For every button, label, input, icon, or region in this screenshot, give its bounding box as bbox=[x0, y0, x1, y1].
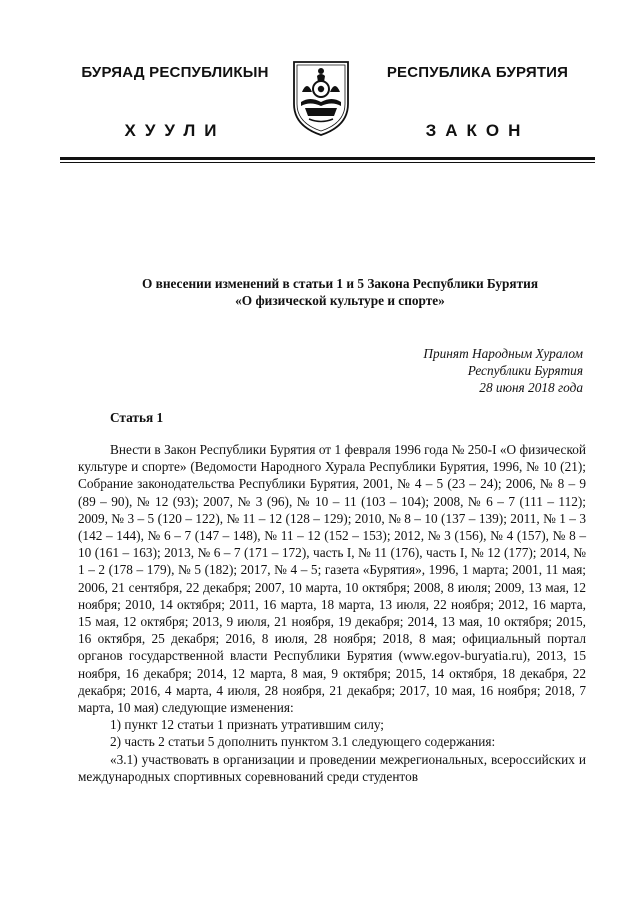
header-rule-thin bbox=[60, 162, 595, 163]
adoption-date: 28 июня 2018 года bbox=[479, 380, 583, 395]
adoption-note bbox=[323, 345, 583, 396]
adoption-line1: Принят Народным Хуралом bbox=[423, 346, 583, 361]
article-heading: Статья 1 bbox=[110, 410, 164, 425]
article-body bbox=[78, 441, 586, 785]
header-left-type: ХУУЛИ bbox=[124, 121, 226, 140]
article-intro-paragraph: Внести в Закон Республики Бурятия от 1 февраля 1996 года № 250-I «О физической культуре и спорте» (Ведомости Народного Хурала Республики Бурятия, 1996, № 10 (21); Собрание законодательства Республики Бурятия, 2001, № 4 – 5 (23 – 24); 2006, № 8 – 9 (89 – 90), № 12 (93); 2007, № 3 (96), № 10 – 11 (103 – 104); 2008, № 6 – 7 (111 – 112); 2009, № 3 – 5 (120 – 122), № 11 – 12 (128 – 129); 2010, № 8 – 10 (137 – 139); 2011, № 1 – 3 (142 – 144), № 6 – 7 (147 – 148), № 11 – 12 (152 – 153); 2012, № 3 (156), № 4 (157), № 8 – 10 (161 – 163); 2013, № 6 – 7 (171 – 172), часть I, № 11 (176), часть I, № 12 (177); 2014, № 1 – 2 (178 – 179), № 5 (182); 2017, № 4 – 5; газета «Бурятия», 1996, 1 марта; 2001, 11 мая; 2006, 21 сентября, 22 декабря; 2007, 10 марта, 10 октября; 2008, 8 июля; 2009, 13 мая, 12 ноября; 2010, 14 октября; 2011, 16 марта, 18 марта, 13 июля, 22 ноября; 2012, 16 марта, 15 мая, 12 октября; 2013, 9 июля, 21 ноября, 19 декабря; 2014, 13 мая, 10 октября; 2015, 16 октября, 25 декабря; 2016, 8 июля, 28 ноября; 2018, 8 мая; официальный портал органов государственной власти Республики Бурятия (www.egov-buryatia.ru), 2013, 15 ноября, 16 декабря; 2014, 12 марта, 8 мая, 9 октября; 2015, 14 октября, 18 декабря, 22 декабря; 2016, 4 марта, 4 июля, 28 ноября, 21 декабря; 2017, 10 мая, 16 ноября; 2018, 7 марта, 10 мая) следующие изменения: bbox=[78, 442, 586, 716]
article-item-1: 1) пункт 12 статьи 1 признать утратившим силу; bbox=[110, 717, 384, 733]
coat-of-arms-icon bbox=[290, 58, 352, 138]
article-item-3: «3.1) участвовать в организации и проведении межрегиональных, всероссийских и международных спортивных соревнований среди студентов bbox=[78, 751, 586, 784]
header-right-type: ЗАКОН bbox=[425, 121, 530, 140]
adoption-line2: Республики Бурятия bbox=[467, 363, 583, 378]
header-rule-thick bbox=[60, 157, 595, 160]
header-left bbox=[60, 64, 290, 141]
header-right bbox=[360, 64, 595, 141]
header-right-name: РЕСПУБЛИКА БУРЯТИЯ bbox=[386, 64, 569, 81]
law-title bbox=[95, 275, 585, 309]
law-title-line1: О внесении изменений в статьи 1 и 5 Закона Республики Бурятия bbox=[141, 276, 539, 291]
law-title-line2: «О физической культуре и спорте» bbox=[235, 293, 445, 308]
article-item-2: 2) часть 2 статьи 5 дополнить пунктом 3.1 следующего содержания: bbox=[110, 734, 496, 750]
header-left-name: БУРЯАД РЕСПУБЛИКЫН bbox=[81, 64, 269, 81]
